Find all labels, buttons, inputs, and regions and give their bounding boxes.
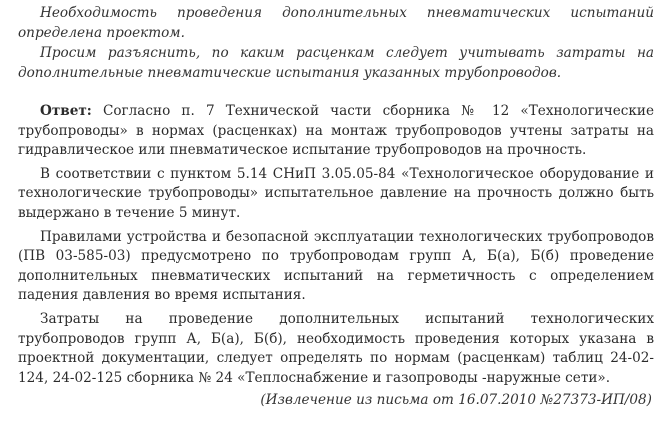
answer-block	[18, 102, 654, 388]
source-citation: (Извлечение из письма от 16.07.2010 №27373-ИП/08)	[260, 392, 652, 409]
answer-paragraph	[18, 102, 654, 161]
question-paragraph: Просим разъяснить, по каким расценкам следует учитывать затраты на дополнительные пневматические испытания указанных трубопроводов.	[18, 45, 654, 81]
answer-paragraph: В соответствии с пунктом 5.14 СНиП 3.05.05-84 «Технологическое оборудование и технологические трубопроводы» испытательное давление на прочность должно быть выдержано в течение 5 минут.	[18, 165, 654, 221]
answer-paragraph: Затраты на проведение дополнительных испытаний технологических трубопроводов групп А, Б(а), Б(б), необходимость проведения которых указана в проектной документации, следует определять по нормам (расценкам) таблиц 24-02-124, 24-02-125 сборника № 24 «Теплоснабжение и газопроводы -наружные сети».	[18, 310, 654, 386]
question-paragraph: Необходимость проведения дополнительных пневматических испытаний определена проектом.	[18, 5, 654, 41]
question-block	[18, 4, 654, 83]
answer-label: Ответ:	[40, 103, 92, 119]
answer-paragraph: Правилами устройства и безопасной эксплуатации технологических трубопроводов (ПВ 03-585-03) предусмотрено по трубопроводам групп А, Б(а), Б(б) проведение дополнительных пневматических испытаний на герметичность с определением падения давления во время испытания.	[18, 228, 654, 304]
answer-paragraph-text: Согласно п. 7 Технической части сборника № 12 «Технологические трубопроводы» в нормах (расценках) на монтаж трубопроводов учтены затраты на гидравлическое или пневматическое испытание трубопроводов на прочность.	[18, 103, 654, 159]
